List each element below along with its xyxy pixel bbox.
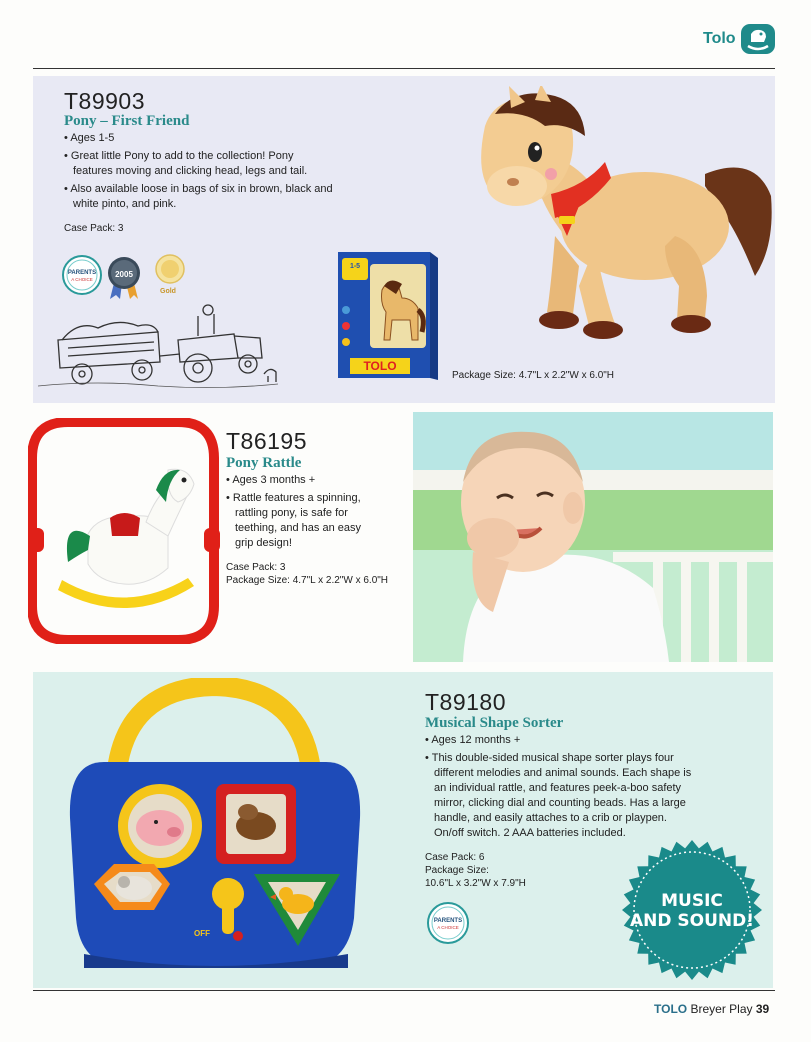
toy-off-label: OFF bbox=[194, 929, 210, 938]
product-name: Pony Rattle bbox=[226, 455, 302, 471]
music-and-sound-burst-badge bbox=[620, 838, 764, 982]
product-sku: T86195 bbox=[226, 428, 308, 454]
product-package-image bbox=[336, 250, 440, 382]
bullet-item: • Great little Pony to add to the collection! Pony features moving and clicking head, legs and tail. bbox=[64, 149, 334, 179]
footer-brand: TOLO bbox=[654, 1002, 688, 1016]
parents-choice-badge-icon bbox=[63, 256, 101, 294]
parents-sub-label: A CHOICE bbox=[437, 925, 459, 930]
bullet-item: • This double-sided musical shape sorter plays four different melodies and animal sounds. Each shape is an individual rattle, and features peek-a-boo safety mirror, clicking dial and counting beads. Has a large handle, and easily attaches to a crib or playpen. On/off switch. 2 AAA batteries included. bbox=[425, 751, 695, 841]
tolo-logo-icon bbox=[740, 22, 776, 56]
package-size: Package Size: 4.7"L x 2.2"W x 6.0"H bbox=[226, 575, 389, 586]
gold-award-badge-icon bbox=[156, 255, 184, 295]
parents-label: PARENTS bbox=[433, 918, 463, 924]
product-name: Pony – First Friend bbox=[64, 113, 190, 129]
product-sku: T89180 bbox=[425, 689, 507, 715]
case-pack: Case Pack: 6 bbox=[425, 852, 485, 863]
burst-line-1: MUSIC bbox=[661, 891, 723, 911]
box-brand: TOLO bbox=[363, 359, 397, 373]
product-name: Musical Shape Sorter bbox=[425, 715, 564, 731]
package-size: Package Size: 4.7"L x 2.2"W x 6.0"H bbox=[452, 370, 615, 381]
brand-header bbox=[703, 22, 776, 56]
gold-label: Gold bbox=[160, 288, 176, 295]
tractor-sketch-illustration bbox=[38, 300, 288, 396]
product-bullets bbox=[64, 131, 334, 215]
bullet-item: • Ages 1-5 bbox=[64, 131, 334, 146]
parents-sub-label: A CHOICE bbox=[71, 277, 93, 282]
award-2005-badge-icon bbox=[108, 257, 140, 299]
product-bullets bbox=[226, 473, 382, 554]
shape-sorter-toy-image bbox=[64, 678, 370, 974]
product-bullets bbox=[425, 733, 695, 844]
award-badges bbox=[60, 253, 200, 301]
footer-section: Breyer Play bbox=[690, 1002, 753, 1016]
burst-line-2: AND SOUND! bbox=[629, 911, 755, 931]
product-sku: T89903 bbox=[64, 88, 146, 114]
page-number: 39 bbox=[755, 1002, 770, 1016]
bullet-item: • Ages 3 months + bbox=[226, 473, 382, 488]
bottom-rule bbox=[33, 990, 775, 991]
award-year: 2005 bbox=[115, 270, 133, 279]
parents-choice-badge-icon bbox=[425, 900, 471, 946]
case-pack: Case Pack: 3 bbox=[64, 223, 124, 234]
pony-toy-image bbox=[455, 86, 785, 356]
page-footer bbox=[654, 1002, 769, 1016]
brand-name: Tolo bbox=[703, 30, 736, 47]
bullet-item: • Ages 12 months + bbox=[425, 733, 695, 748]
package-size-label: Package Size: bbox=[425, 865, 489, 876]
parents-label: PARENTS bbox=[67, 270, 97, 276]
baby-photo bbox=[413, 412, 773, 662]
box-age-label: 1-5 bbox=[349, 263, 361, 270]
pony-rattle-image bbox=[28, 418, 222, 644]
bullet-item: • Also available loose in bags of six in brown, black and white pinto, and pink. bbox=[64, 182, 334, 212]
package-size-value: 10.6"L x 3.2"W x 7.9"H bbox=[425, 878, 526, 889]
bullet-item: • Rattle features a spinning, rattling pony, is safe for teething, and has an easy grip design! bbox=[226, 491, 382, 551]
case-pack: Case Pack: 3 bbox=[226, 562, 286, 573]
top-rule bbox=[33, 68, 775, 69]
